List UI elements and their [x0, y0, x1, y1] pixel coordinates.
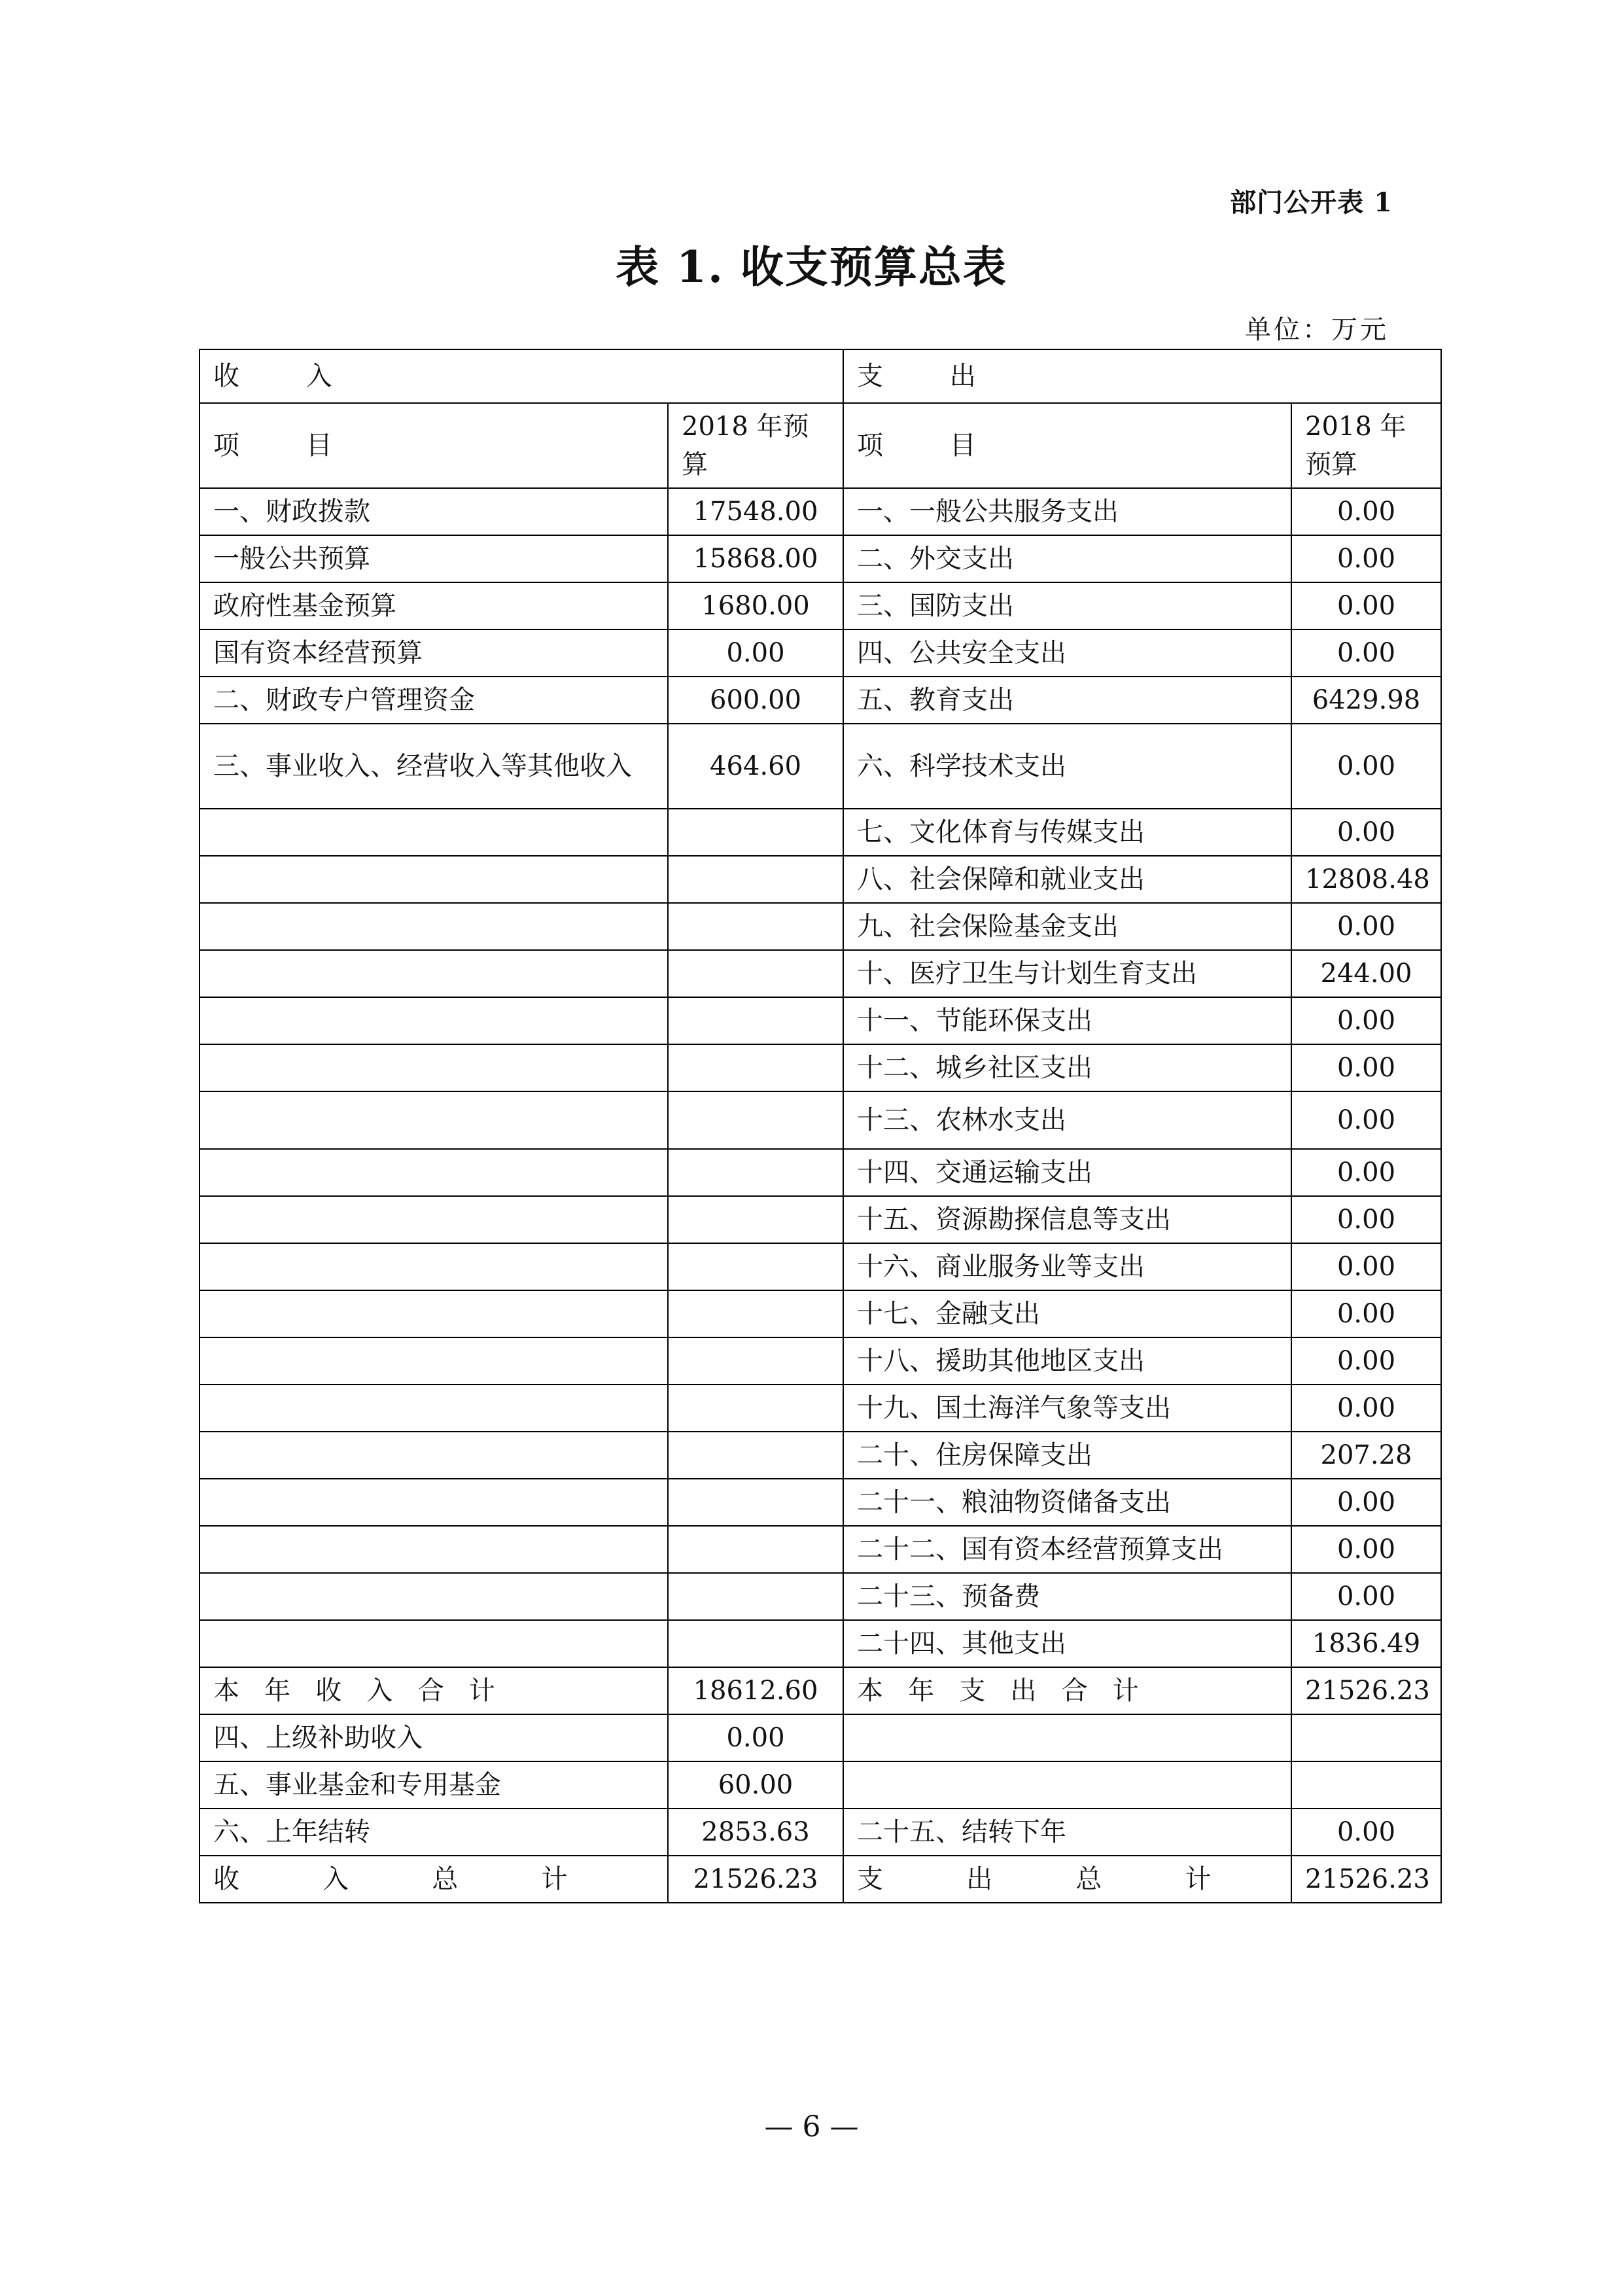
expense-label-cell: 四、公共安全支出 [843, 629, 1291, 677]
income-value-cell [668, 1385, 843, 1432]
income-label-cell: 四、上级补助收入 [200, 1714, 668, 1761]
expense-value-cell: 0.00 [1291, 997, 1441, 1044]
income-label-cell [200, 1149, 668, 1196]
income-value-cell [668, 1091, 843, 1149]
table-row [200, 1620, 1441, 1667]
expense-label-cell [843, 1761, 1291, 1809]
income-label-cell [200, 1526, 668, 1573]
table-row [200, 1337, 1441, 1385]
table-row [200, 1479, 1441, 1526]
page-title: 表 1. 收支预算总表 [616, 241, 1007, 292]
expense-value-cell: 207.28 [1291, 1432, 1441, 1479]
income-value-cell: 18612.60 [668, 1667, 843, 1714]
expense-label-cell: 二十二、国有资本经营预算支出 [843, 1526, 1291, 1573]
expense-section-header: 支 出 [843, 349, 1441, 403]
document-label: 部门公开表 1 [1230, 187, 1393, 218]
table-row [200, 1526, 1441, 1573]
expense-label-cell: 二十一、粮油物资储备支出 [843, 1479, 1291, 1526]
expense-label-cell [843, 1714, 1291, 1761]
table-row [200, 950, 1441, 997]
section-header-row [200, 349, 1441, 403]
expense-label-cell: 十一、节能环保支出 [843, 997, 1291, 1044]
expense-label-cell: 八、社会保障和就业支出 [843, 856, 1291, 903]
income-value-cell [668, 1149, 843, 1196]
income-label-cell [200, 1044, 668, 1091]
income-label-cell: 一般公共预算 [200, 535, 668, 582]
income-label-cell [200, 1573, 668, 1620]
expense-label-cell: 十七、金融支出 [843, 1290, 1291, 1337]
table-row [200, 1196, 1441, 1243]
table-row [200, 1809, 1441, 1856]
table-row [200, 488, 1441, 535]
expense-item-header: 项 目 [843, 403, 1291, 488]
income-label-cell [200, 1196, 668, 1243]
table-row [200, 1290, 1441, 1337]
income-value-cell: 1680.00 [668, 582, 843, 629]
income-value-cell: 60.00 [668, 1761, 843, 1809]
expense-value-cell: 0.00 [1291, 1526, 1441, 1573]
income-value-cell [668, 1526, 843, 1573]
table-row [200, 1044, 1441, 1091]
table-row [200, 1091, 1441, 1149]
expense-label-cell: 二十五、结转下年 [843, 1809, 1291, 1856]
expense-value-cell: 0.00 [1291, 1196, 1441, 1243]
expense-value-cell: 6429.98 [1291, 677, 1441, 724]
income-value-cell [668, 1479, 843, 1526]
expense-value-cell: 0.00 [1291, 1479, 1441, 1526]
income-label-cell [200, 1479, 668, 1526]
income-value-cell [668, 1290, 843, 1337]
table-row [200, 997, 1441, 1044]
expense-label-cell: 六、科学技术支出 [843, 724, 1291, 809]
income-value-cell [668, 1044, 843, 1091]
expense-value-cell: 1836.49 [1291, 1620, 1441, 1667]
expense-label-cell: 七、文化体育与传媒支出 [843, 809, 1291, 856]
expense-value-cell: 0.00 [1291, 488, 1441, 535]
expense-value-cell: 0.00 [1291, 903, 1441, 950]
table-row [200, 629, 1441, 677]
income-value-cell [668, 1573, 843, 1620]
income-label-cell: 收 入 总 计 [200, 1856, 668, 1903]
income-value-cell [668, 903, 843, 950]
expense-value-cell: 0.00 [1291, 1149, 1441, 1196]
income-label-cell: 政府性基金预算 [200, 582, 668, 629]
income-value-cell: 21526.23 [668, 1856, 843, 1903]
expense-value-cell: 0.00 [1291, 1385, 1441, 1432]
income-value-cell [668, 997, 843, 1044]
table-row [200, 724, 1441, 809]
expense-value-cell [1291, 1714, 1441, 1761]
page-number: — 6 — [764, 2110, 859, 2144]
expense-value-cell [1291, 1761, 1441, 1809]
expense-value-cell: 0.00 [1291, 1337, 1441, 1385]
income-value-cell [668, 950, 843, 997]
income-label-cell [200, 997, 668, 1044]
table-row [200, 856, 1441, 903]
income-value-cell [668, 1243, 843, 1290]
expense-label-cell: 二十、住房保障支出 [843, 1432, 1291, 1479]
budget-summary-table [199, 349, 1442, 1903]
table-row [200, 1856, 1441, 1903]
income-value-cell [668, 809, 843, 856]
income-value-cell: 15868.00 [668, 535, 843, 582]
income-label-cell [200, 1432, 668, 1479]
income-label-cell [200, 950, 668, 997]
expense-value-cell: 21526.23 [1291, 1667, 1441, 1714]
expense-value-cell: 0.00 [1291, 1091, 1441, 1149]
income-label-cell: 六、上年结转 [200, 1809, 668, 1856]
income-section-header: 收 入 [200, 349, 843, 403]
table-row [200, 809, 1441, 856]
income-label-cell [200, 1385, 668, 1432]
table-row [200, 903, 1441, 950]
income-budget-header: 2018 年预算 [668, 403, 843, 488]
income-value-cell: 0.00 [668, 629, 843, 677]
expense-label-cell: 二、外交支出 [843, 535, 1291, 582]
income-label-cell [200, 809, 668, 856]
expense-value-cell: 0.00 [1291, 1044, 1441, 1091]
table-row [200, 582, 1441, 629]
expense-label-cell: 二十四、其他支出 [843, 1620, 1291, 1667]
income-label-cell [200, 856, 668, 903]
expense-label-cell: 九、社会保险基金支出 [843, 903, 1291, 950]
income-value-cell [668, 1196, 843, 1243]
income-value-cell: 0.00 [668, 1714, 843, 1761]
income-label-cell [200, 1290, 668, 1337]
expense-value-cell: 21526.23 [1291, 1856, 1441, 1903]
income-item-header: 项 目 [200, 403, 668, 488]
table-row [200, 535, 1441, 582]
expense-value-cell: 0.00 [1291, 535, 1441, 582]
expense-value-cell: 0.00 [1291, 1243, 1441, 1290]
table-row [200, 1432, 1441, 1479]
expense-label-cell: 十二、城乡社区支出 [843, 1044, 1291, 1091]
income-value-cell: 2853.63 [668, 1809, 843, 1856]
expense-label-cell: 十八、援助其他地区支出 [843, 1337, 1291, 1385]
expense-label-cell: 支 出 总 计 [843, 1856, 1291, 1903]
income-label-cell [200, 1091, 668, 1149]
table-row [200, 1714, 1441, 1761]
expense-value-cell: 244.00 [1291, 950, 1441, 997]
income-label-cell: 三、事业收入、经营收入等其他收入 [200, 724, 668, 809]
expense-value-cell: 0.00 [1291, 1290, 1441, 1337]
income-value-cell [668, 1337, 843, 1385]
expense-value-cell: 0.00 [1291, 1573, 1441, 1620]
income-label-cell [200, 1337, 668, 1385]
income-value-cell: 600.00 [668, 677, 843, 724]
expense-label-cell: 五、教育支出 [843, 677, 1291, 724]
expense-label-cell: 二十三、预备费 [843, 1573, 1291, 1620]
income-value-cell [668, 856, 843, 903]
income-value-cell [668, 1620, 843, 1667]
expense-label-cell: 十六、商业服务业等支出 [843, 1243, 1291, 1290]
income-value-cell [668, 1432, 843, 1479]
income-label-cell: 国有资本经营预算 [200, 629, 668, 677]
expense-label-cell: 十、医疗卫生与计划生育支出 [843, 950, 1291, 997]
expense-label-cell: 本 年 支 出 合 计 [843, 1667, 1291, 1714]
table-row [200, 1761, 1441, 1809]
income-label-cell [200, 1243, 668, 1290]
table-row [200, 1149, 1441, 1196]
expense-label-cell: 一、一般公共服务支出 [843, 488, 1291, 535]
table-row [200, 1243, 1441, 1290]
expense-value-cell: 0.00 [1291, 724, 1441, 809]
table-row [200, 1385, 1441, 1432]
expense-label-cell: 三、国防支出 [843, 582, 1291, 629]
column-header-row [200, 403, 1441, 488]
unit-label: 单位：万元 [1245, 315, 1389, 345]
income-value-cell: 464.60 [668, 724, 843, 809]
income-label-cell [200, 1620, 668, 1667]
expense-value-cell: 0.00 [1291, 809, 1441, 856]
table-row [200, 1667, 1441, 1714]
income-label-cell: 一、财政拨款 [200, 488, 668, 535]
income-label-cell: 本 年 收 入 合 计 [200, 1667, 668, 1714]
expense-budget-header: 2018 年预算 [1291, 403, 1441, 488]
expense-label-cell: 十五、资源勘探信息等支出 [843, 1196, 1291, 1243]
income-label-cell: 二、财政专户管理资金 [200, 677, 668, 724]
expense-label-cell: 十九、国土海洋气象等支出 [843, 1385, 1291, 1432]
expense-value-cell: 0.00 [1291, 1809, 1441, 1856]
expense-value-cell: 0.00 [1291, 582, 1441, 629]
table-row [200, 1573, 1441, 1620]
expense-label-cell: 十四、交通运输支出 [843, 1149, 1291, 1196]
income-label-cell: 五、事业基金和专用基金 [200, 1761, 668, 1809]
income-label-cell [200, 903, 668, 950]
income-value-cell: 17548.00 [668, 488, 843, 535]
expense-value-cell: 0.00 [1291, 629, 1441, 677]
expense-value-cell: 12808.48 [1291, 856, 1441, 903]
table-row [200, 677, 1441, 724]
expense-label-cell: 十三、农林水支出 [843, 1091, 1291, 1149]
